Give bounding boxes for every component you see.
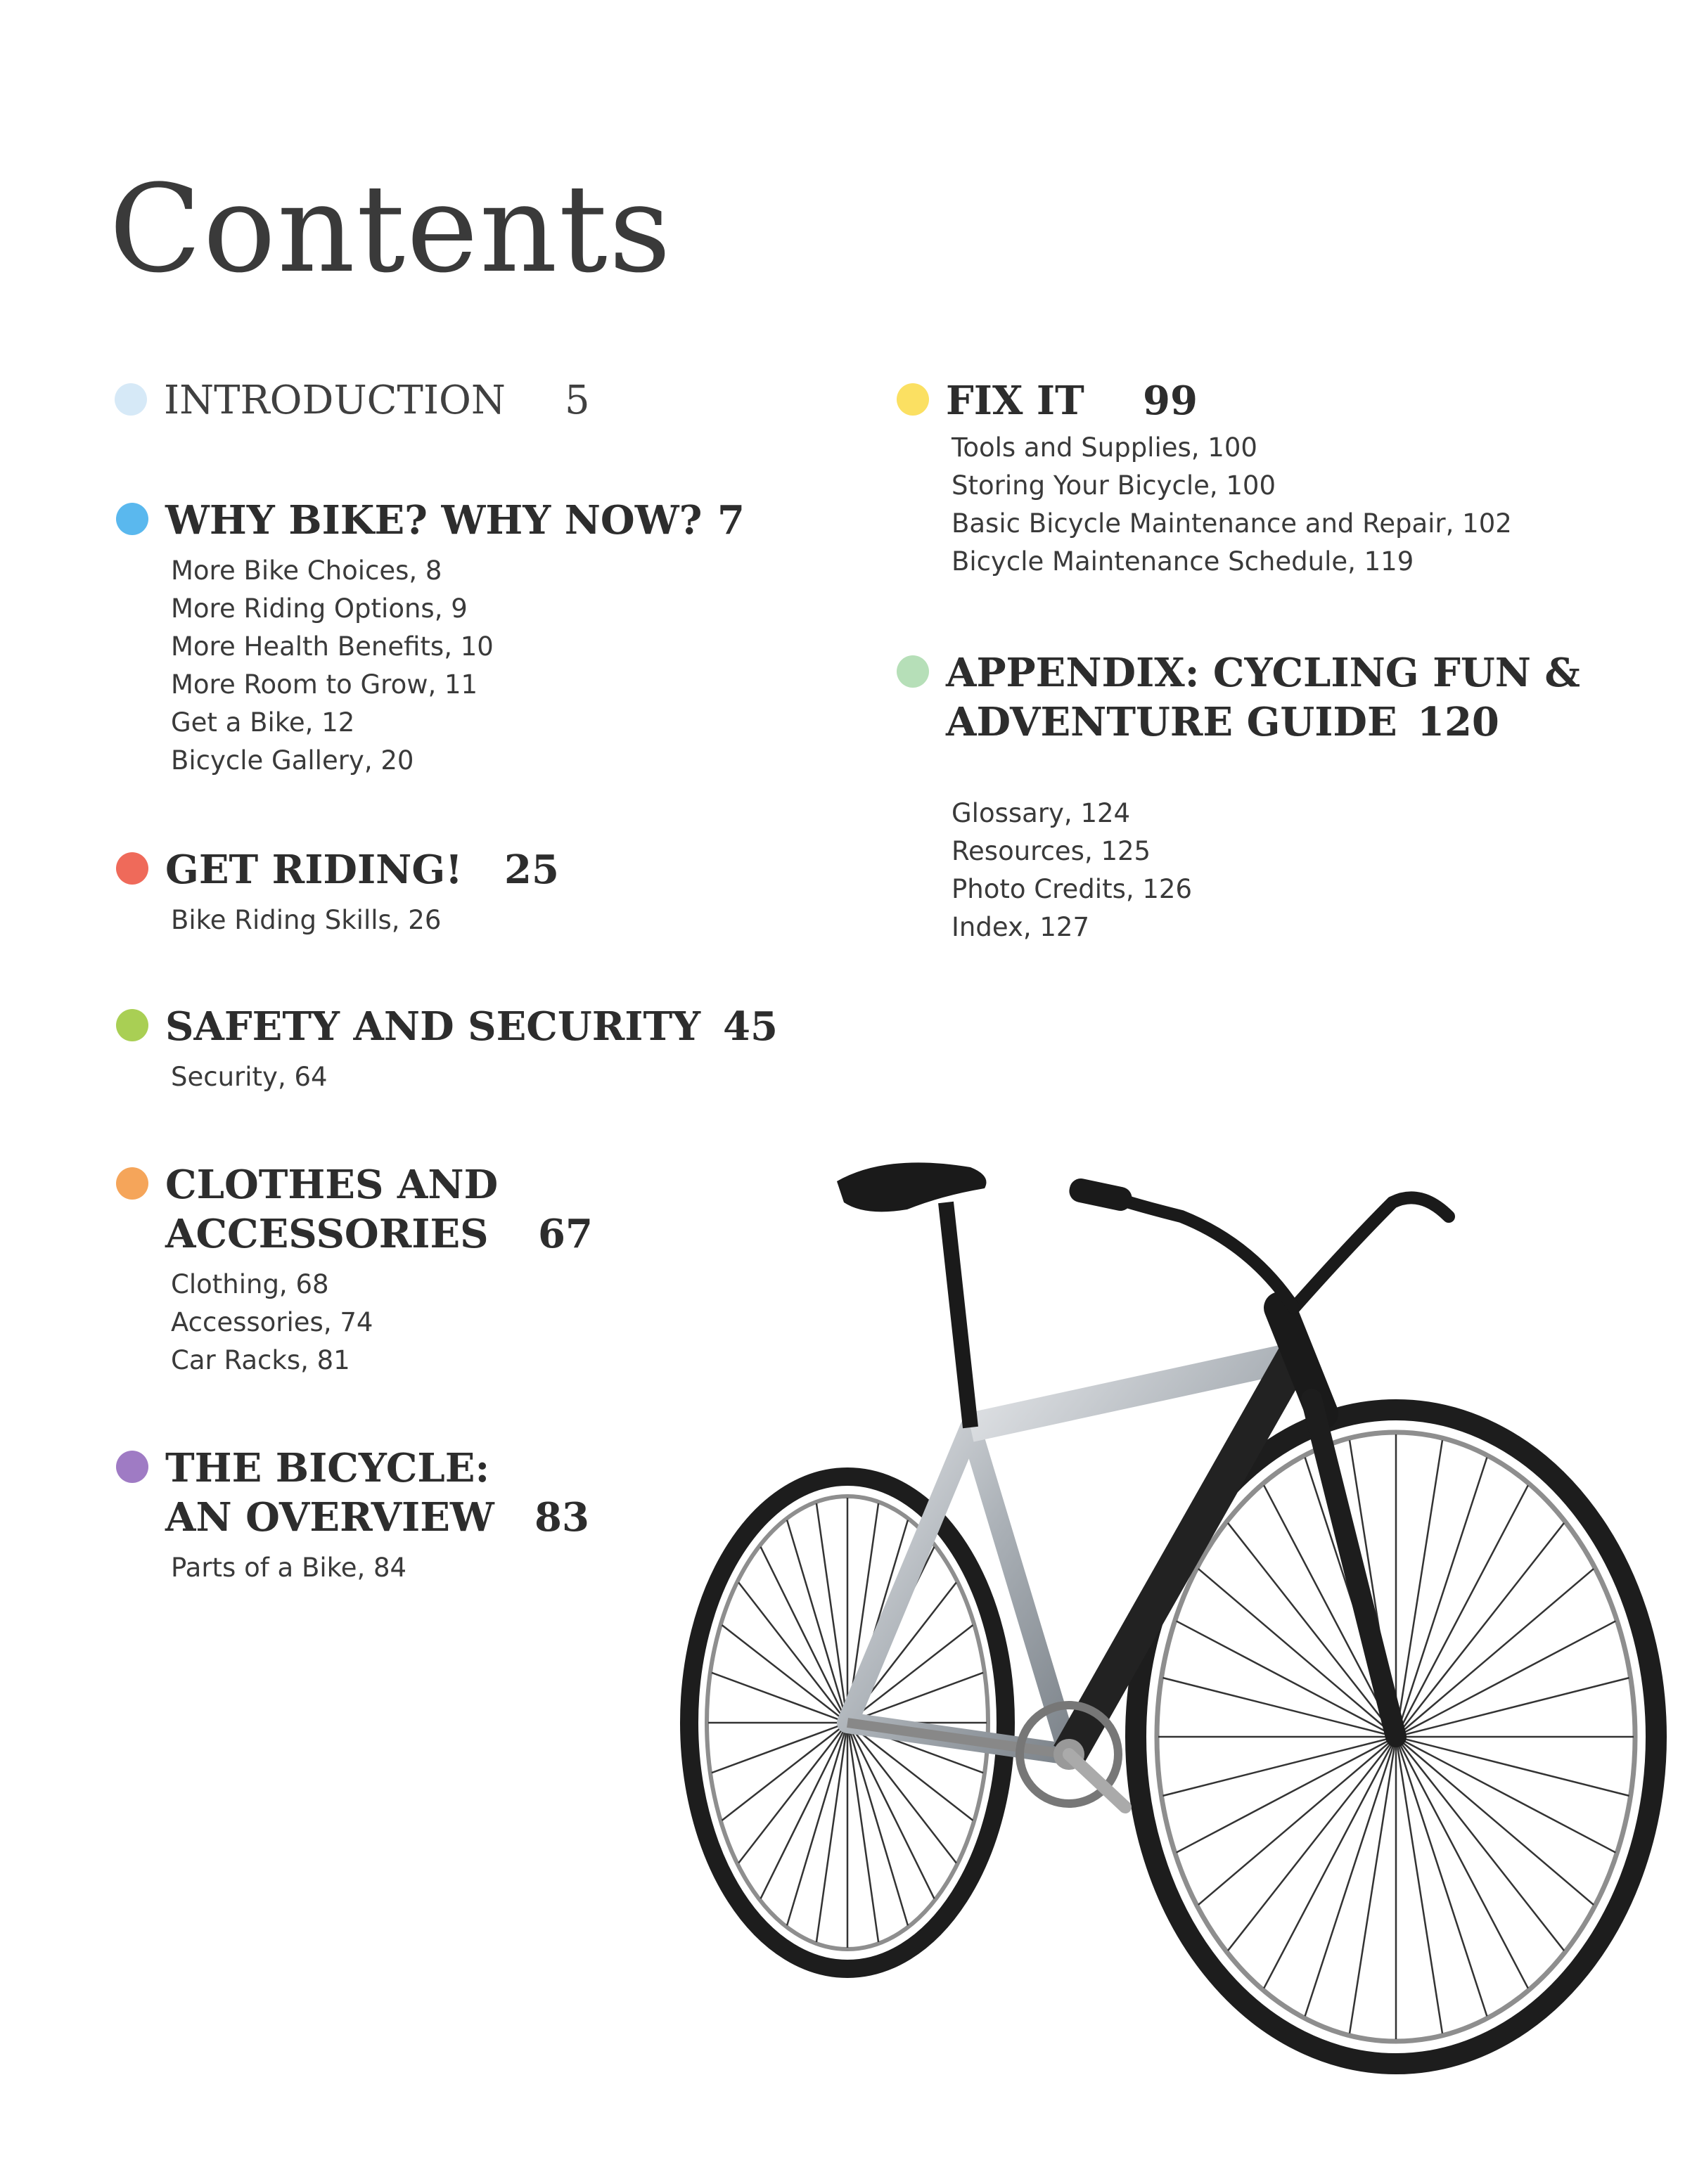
toc-subitem[interactable]: Basic Bicycle Maintenance and Repair, 102 xyxy=(952,508,1512,539)
section-title-line-2: ACCESSORIES xyxy=(165,1211,489,1257)
toc-subitem[interactable]: Photo Credits, 126 xyxy=(952,874,1192,904)
toc-subitem[interactable]: Bike Riding Skills, 26 xyxy=(171,905,442,935)
toc-subitem[interactable]: Clothing, 68 xyxy=(171,1269,329,1299)
toc-section-why-bike[interactable] xyxy=(165,496,745,780)
section-page-number: 83 xyxy=(534,1494,589,1541)
toc-subitem[interactable]: Storing Your Bicycle, 100 xyxy=(952,470,1276,501)
bullet-dot-icon xyxy=(115,383,147,416)
toc-section-get-riding[interactable] xyxy=(165,845,559,939)
section-title: SAFETY AND SECURITY xyxy=(165,1003,701,1050)
section-title-line-1: APPENDIX: CYCLING FUN & xyxy=(946,650,1580,696)
toc-subitem[interactable]: More Room to Grow, 11 xyxy=(171,669,478,700)
bicycle-photo xyxy=(675,977,1674,2102)
bullet-dot-icon xyxy=(116,503,148,535)
section-items xyxy=(171,1266,498,1380)
section-title: WHY BIKE? WHY NOW? xyxy=(165,497,703,544)
section-title: INTRODUCTION xyxy=(164,378,506,423)
section-title-line-1: CLOTHES AND xyxy=(165,1162,499,1208)
toc-subitem[interactable]: Get a Bike, 12 xyxy=(171,707,355,738)
section-items xyxy=(171,1549,494,1587)
section-page-number: 120 xyxy=(1417,699,1499,745)
toc-section-fix-it[interactable] xyxy=(946,376,1512,581)
toc-subitem[interactable]: Parts of a Bike, 84 xyxy=(171,1553,407,1583)
toc-subitem[interactable]: Car Racks, 81 xyxy=(171,1345,350,1375)
toc-section-clothes-and-accessories[interactable] xyxy=(165,1160,593,1380)
section-page-number: 45 xyxy=(723,1003,778,1050)
toc-subitem[interactable]: Bicycle Maintenance Schedule, 119 xyxy=(952,546,1414,577)
bullet-dot-icon xyxy=(116,852,148,885)
section-items xyxy=(171,901,463,939)
section-title: FIX IT xyxy=(946,378,1084,424)
handlebar xyxy=(1067,1176,1449,1308)
toc-section-safety-and-security[interactable] xyxy=(165,1002,778,1096)
section-title-line-1: THE BICYCLE: xyxy=(165,1445,490,1491)
toc-subitem[interactable]: Tools and Supplies, 100 xyxy=(952,432,1257,463)
section-page-number: 25 xyxy=(504,847,559,893)
toc-section-appendix[interactable] xyxy=(946,648,1580,946)
bullet-dot-icon xyxy=(897,383,929,416)
toc-section-the-bicycle[interactable] xyxy=(165,1444,589,1587)
section-title-line-2: ADVENTURE GUIDE xyxy=(946,699,1397,745)
toc-subitem[interactable]: Index, 127 xyxy=(952,912,1090,942)
section-title: GET RIDING! xyxy=(165,847,463,893)
bullet-dot-icon xyxy=(116,1451,148,1483)
toc-subitem[interactable]: More Health Benefits, 10 xyxy=(171,631,494,662)
toc-section-introduction[interactable] xyxy=(164,376,590,425)
section-page-number: 67 xyxy=(538,1211,593,1257)
bullet-dot-icon xyxy=(116,1167,148,1200)
toc-subitem[interactable]: Bicycle Gallery, 20 xyxy=(171,745,414,776)
toc-subitem[interactable]: Accessories, 74 xyxy=(171,1307,373,1337)
section-page-number: 99 xyxy=(1143,378,1198,424)
section-items xyxy=(171,1058,700,1096)
toc-subitem[interactable]: More Riding Options, 9 xyxy=(171,593,468,624)
toc-subitem[interactable]: More Bike Choices, 8 xyxy=(171,555,442,586)
section-page-number: 7 xyxy=(717,497,745,544)
toc-subitem[interactable]: Glossary, 124 xyxy=(952,798,1131,828)
toc-subitem[interactable]: Resources, 125 xyxy=(952,836,1151,866)
saddle xyxy=(837,1162,987,1212)
page-title: Contents xyxy=(109,158,673,300)
section-page-number: 5 xyxy=(565,378,590,423)
section-items xyxy=(952,795,1580,946)
section-items xyxy=(952,429,1512,581)
bullet-dot-icon xyxy=(897,655,929,688)
section-items xyxy=(171,552,702,780)
toc-subitem[interactable]: Security, 64 xyxy=(171,1062,328,1092)
section-title-line-2: AN OVERVIEW xyxy=(165,1494,494,1541)
bullet-dot-icon xyxy=(116,1009,148,1041)
